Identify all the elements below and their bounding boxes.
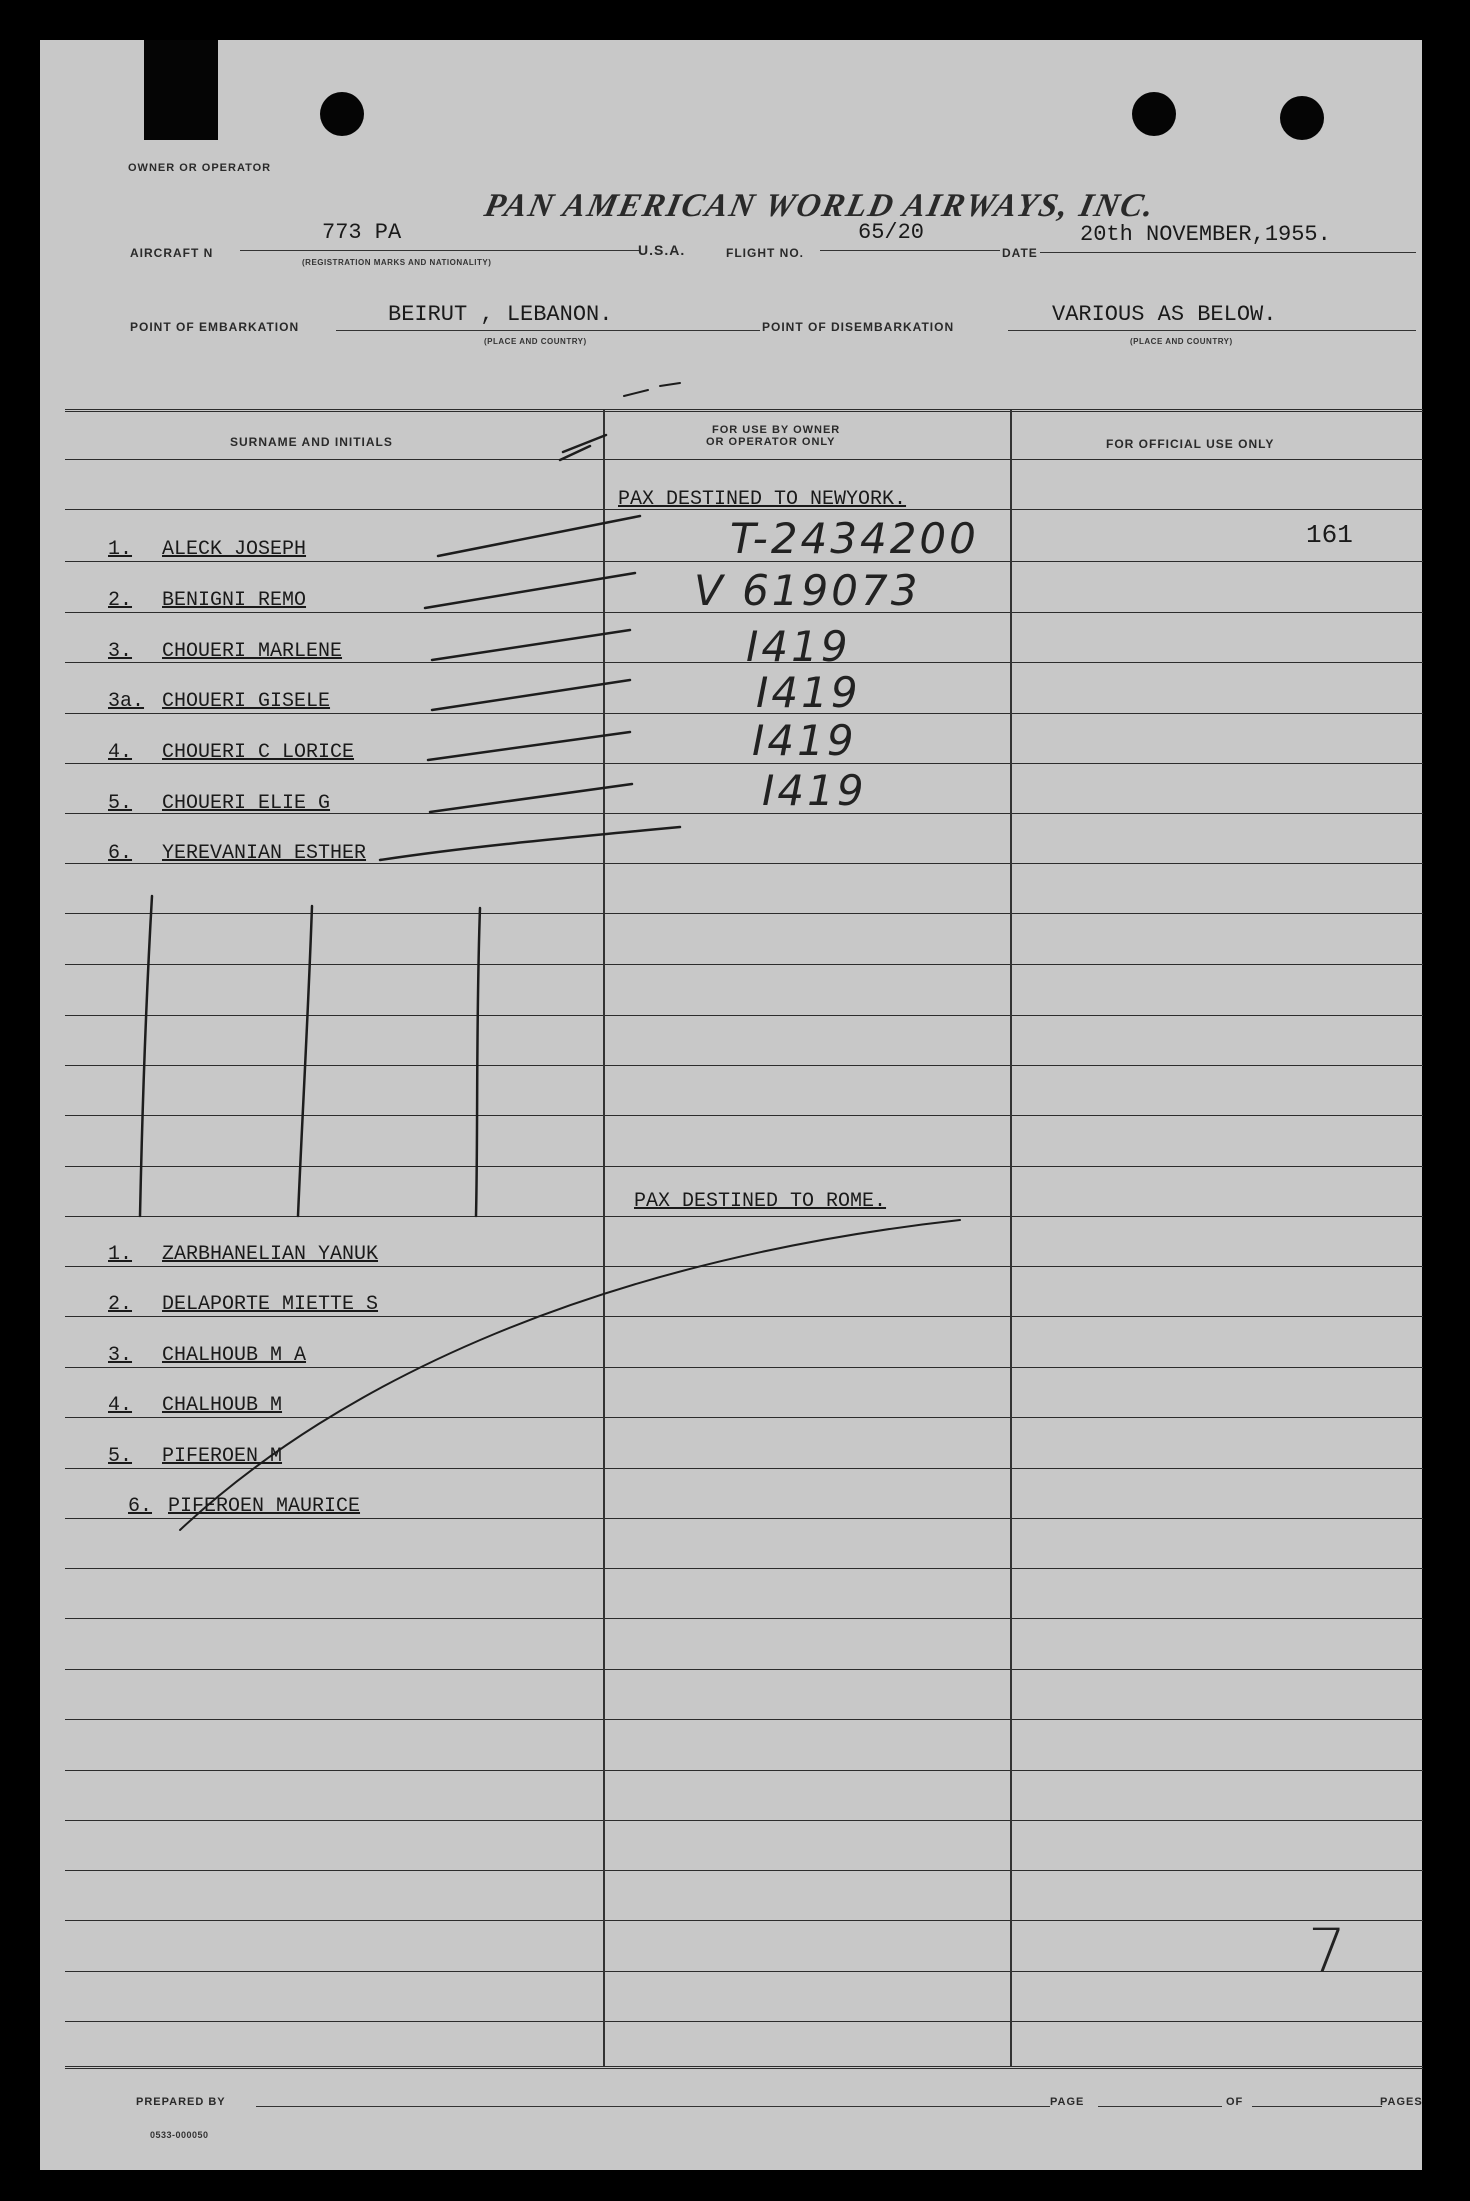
embarkation-label: POINT OF EMBARKATION xyxy=(130,320,300,334)
handwritten-code: T-2434200 xyxy=(730,514,979,563)
pen-stroke xyxy=(476,908,480,1216)
passenger-name: BENIGNI REMO xyxy=(162,589,307,612)
pen-tick xyxy=(430,784,632,812)
passenger-name: DELAPORTE MIETTE S xyxy=(162,1293,379,1316)
pen-tick xyxy=(624,390,648,396)
col-owner-use-1: FOR USE BY OWNER xyxy=(712,424,841,436)
flight-label: FLIGHT NO. xyxy=(726,246,804,260)
corner-mark: 7 xyxy=(1308,1916,1350,1986)
disembarkation-value: VARIOUS AS BELOW. xyxy=(1052,302,1277,327)
punch-hole xyxy=(1132,92,1176,136)
passenger-row: 5. CHOUERI ELIE G xyxy=(108,792,331,815)
passenger-row: 6. PIFEROEN MAURICE xyxy=(128,1495,361,1518)
passenger-name: CHOUERI ELIE G xyxy=(162,792,331,815)
passenger-row: 4. CHOUERI C LORICE xyxy=(108,741,355,764)
passenger-name: ZARBHANELIAN YANUK xyxy=(162,1243,379,1266)
page-label: PAGE xyxy=(1050,2096,1085,2108)
handwritten-code: V 619073 xyxy=(694,566,921,615)
embarkation-value: BEIRUT , LEBANON. xyxy=(388,302,613,327)
pen-tick xyxy=(432,630,630,660)
owner-label: OWNER OR OPERATOR xyxy=(128,162,272,174)
handwritten-code: I419 xyxy=(762,766,867,815)
pen-tick xyxy=(428,732,630,760)
date-value: 20th NOVEMBER,1955. xyxy=(1080,222,1331,247)
passenger-row: 2. BENIGNI REMO xyxy=(108,589,307,612)
col-surname: SURNAME AND INITIALS xyxy=(230,435,393,449)
usa-label: U.S.A. xyxy=(638,242,686,258)
punch-hole xyxy=(320,92,364,136)
registration-note: (REGISTRATION MARKS AND NATIONALITY) xyxy=(302,258,492,267)
passenger-name: CHALHOUB M xyxy=(162,1394,283,1417)
group1-heading: PAX DESTINED TO NEWYORK. xyxy=(618,488,907,511)
pen-tick xyxy=(380,827,680,860)
pen-marks xyxy=(40,40,1422,2170)
passenger-row: 3a. CHOUERI GISELE xyxy=(108,690,331,713)
pages-label: PAGES xyxy=(1380,2096,1423,2108)
pen-tick xyxy=(560,446,590,460)
handwritten-code: I419 xyxy=(752,716,857,765)
passenger-row: 1. ZARBHANELIAN YANUK xyxy=(108,1243,379,1266)
passenger-row: 3. CHALHOUB M A xyxy=(108,1344,307,1367)
aircraft-label: AIRCRAFT N xyxy=(130,246,214,260)
manifest-sheet xyxy=(40,40,1422,2170)
passenger-name: CHOUERI C LORICE xyxy=(162,741,355,764)
handwritten-code: I419 xyxy=(756,668,861,717)
passenger-row: 4. CHALHOUB M xyxy=(108,1394,283,1417)
passenger-row: 2. DELAPORTE MIETTE S xyxy=(108,1293,379,1316)
passenger-row: 6. YEREVANIAN ESTHER xyxy=(108,842,367,865)
date-label: DATE xyxy=(1002,246,1038,260)
passenger-name: PIFEROEN MAURICE xyxy=(168,1495,361,1518)
place-country-note-1: (PLACE AND COUNTRY) xyxy=(484,337,587,346)
col-official: FOR OFFICIAL USE ONLY xyxy=(1106,437,1275,451)
passenger-row: 3. CHOUERI MARLENE xyxy=(108,640,343,663)
group2-heading: PAX DESTINED TO ROME. xyxy=(634,1190,887,1213)
pen-tick xyxy=(432,680,630,710)
official-number: 161 xyxy=(1306,520,1353,550)
place-country-note-2: (PLACE AND COUNTRY) xyxy=(1130,337,1233,346)
handwritten-code: I419 xyxy=(746,622,851,671)
passenger-row: 5. PIFEROEN M xyxy=(108,1445,283,1468)
pen-stroke xyxy=(140,896,152,1216)
passenger-name: PIFEROEN M xyxy=(162,1445,283,1468)
redaction-mark xyxy=(144,40,218,140)
passenger-name: CHOUERI GISELE xyxy=(162,690,331,713)
punch-hole xyxy=(1280,96,1324,140)
form-code: 0533-000050 xyxy=(150,2130,209,2140)
aircraft-value: 773 PA xyxy=(322,220,402,245)
disembarkation-label: POINT OF DISEMBARKATION xyxy=(762,320,955,334)
prepared-label: PREPARED BY xyxy=(136,2096,226,2108)
passenger-name: CHOUERI MARLENE xyxy=(162,640,343,663)
passenger-row: 1. ALECK JOSEPH xyxy=(108,538,307,561)
pen-tick xyxy=(438,516,640,556)
col-owner-use-2: OR OPERATOR ONLY xyxy=(706,436,836,448)
passenger-name: CHALHOUB M A xyxy=(162,1344,307,1367)
passenger-name: YEREVANIAN ESTHER xyxy=(162,842,367,865)
passenger-name: ALECK JOSEPH xyxy=(162,538,307,561)
pen-stroke xyxy=(298,906,312,1216)
company-title: PAN AMERICAN WORLD AIRWAYS, INC. xyxy=(481,188,1159,224)
of-label: OF xyxy=(1226,2096,1244,2108)
pen-tick xyxy=(660,383,680,386)
flight-value: 65/20 xyxy=(858,220,925,245)
pen-tick xyxy=(563,435,606,452)
